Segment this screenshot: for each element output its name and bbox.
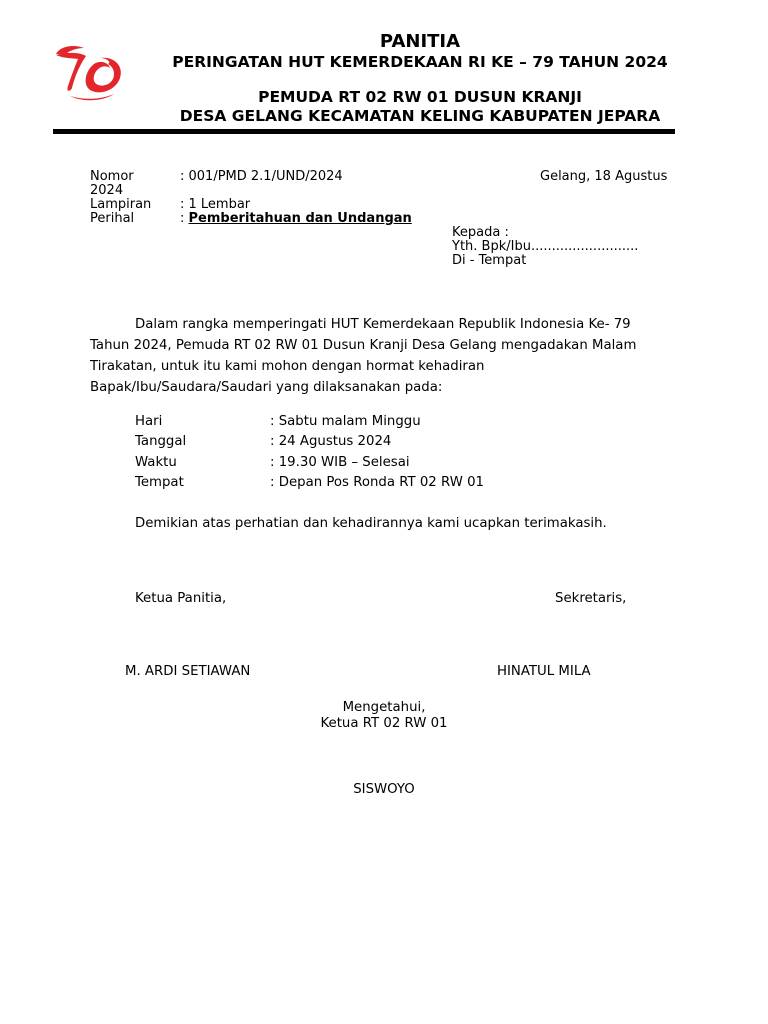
- body-line-4: Bapak/Ibu/Saudara/Saudari yang dilaksanakan pada:: [90, 380, 443, 395]
- perihal-label: Perihal: [90, 211, 135, 226]
- nomor-label: Nomor: [90, 169, 134, 184]
- closing-text: Demikian atas perhatian dan kehadirannya kami ucapkan terimakasih.: [135, 516, 607, 531]
- body-line-2: Tahun 2024, Pemuda RT 02 RW 01 Dusun Kranji Desa Gelang mengadakan Malam: [90, 338, 637, 353]
- chair-name: M. ARDI SETIAWAN: [125, 664, 251, 679]
- nomor-value: : 001/PMD 2.1/UND/2024: [180, 169, 343, 184]
- perihal-value: Pemberitahuan dan Undangan: [188, 211, 412, 226]
- hut-79-logo: [50, 42, 126, 102]
- recipient-to: Kepada :: [452, 225, 509, 240]
- detail-label-time: Waktu: [135, 455, 177, 470]
- chair-title: Ketua Panitia,: [135, 591, 227, 606]
- date-year-wrap: 2024: [90, 183, 124, 198]
- recipient-place: Di - Tempat: [452, 253, 527, 268]
- detail-value-time: : 19.30 WIB – Selesai: [270, 455, 410, 470]
- header-title: PANITIA: [379, 31, 461, 52]
- secretary-name: HINATUL MILA: [497, 664, 591, 679]
- detail-label-day: Hari: [135, 414, 163, 429]
- acknowledge-role: Ketua RT 02 RW 01: [320, 716, 448, 731]
- rt-head-name: SISWOYO: [353, 782, 415, 797]
- lampiran-value: : 1 Lembar: [180, 197, 251, 212]
- perihal-colon: :: [180, 211, 189, 226]
- secretary-title: Sekretaris,: [555, 591, 627, 606]
- lampiran-label: Lampiran: [90, 197, 152, 212]
- body-line-1: Dalam rangka memperingati HUT Kemerdekaan Republik Indonesia Ke- 79: [135, 317, 631, 332]
- detail-label-date: Tanggal: [135, 434, 187, 449]
- acknowledge-label: Mengetahui,: [342, 700, 426, 715]
- detail-value-date: : 24 Agustus 2024: [270, 434, 392, 449]
- detail-value-place: : Depan Pos Ronda RT 02 RW 01: [270, 475, 484, 490]
- header-event: PERINGATAN HUT KEMERDEKAAN RI KE – 79 TAHUN 2024: [172, 53, 668, 71]
- detail-label-place: Tempat: [135, 475, 184, 490]
- detail-value-day: : Sabtu malam Minggu: [270, 414, 421, 429]
- header-org: PEMUDA RT 02 RW 01 DUSUN KRANJI: [258, 88, 582, 106]
- perihal-row: [180, 212, 412, 226]
- body-line-3: Tirakatan, untuk itu kami mohon dengan hormat kehadiran: [90, 359, 485, 374]
- header-address: DESA GELANG KECAMATAN KELING KABUPATEN JEPARA: [179, 108, 661, 125]
- letter-date: Gelang, 18 Agustus: [540, 169, 668, 184]
- header-divider: [53, 129, 675, 134]
- recipient-name: Yth. Bpk/Ibu..........................: [452, 239, 639, 254]
